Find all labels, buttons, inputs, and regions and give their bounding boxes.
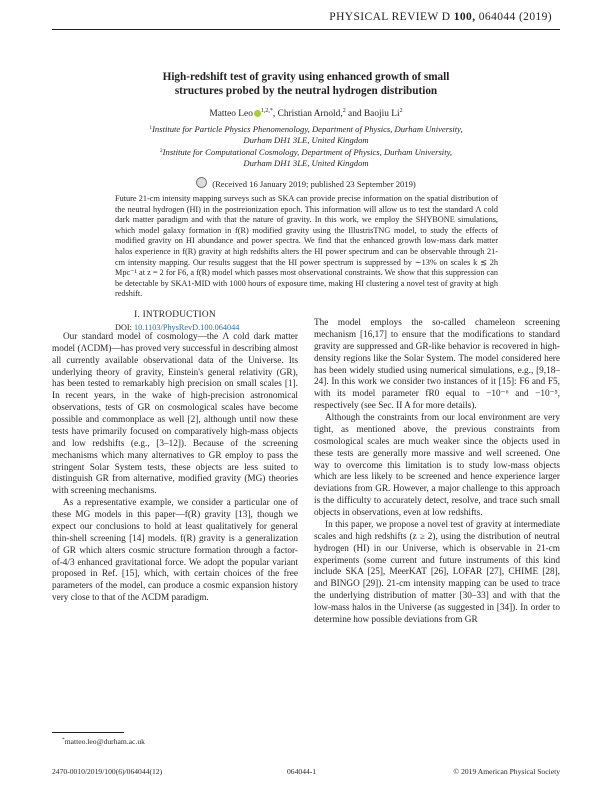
abstract: Future 21-cm intensity mapping surveys such as SKA can provide precise information on the spatial distribution of the neutral hydrogen (HI) in the postreionization epoch. This information will allow us to test the standard Λ cold dark matter paradigm and with that the nature of gravity. In this work, we employ the SHYBONE simulations, which model galaxy formation in f(R) modified gravity using the IllustrisTNG model, to study the effects of modified gravity on HI abundance and power spectra. We find that the enhanced growth low-mass dark matter halos experience in f(R) gravity at high redshifts alters the HI power spectrum and can be observable through 21-cm intensity mapping. Our results suggest that the HI power spectrum is suppressed by ∼13% on scales k ≲ 2h Mpc⁻¹ at z = 2 for F6, a f(R) model which passes most observational constraints. We show that this suppression can be detectable by SKA1-MID with 1000 hours of exposure time, making HI clustering a novel test of gravity at high redshift. xyxy=(115,194,498,299)
footer-issn: 2470-0010/2019/100(6)/064044(12) xyxy=(52,767,163,776)
author-list xyxy=(100,108,512,119)
right-column xyxy=(314,318,560,627)
affiliation-text: Institute for Computational Cosmology, Department of Physics, Durham University, xyxy=(162,147,453,158)
header-rule xyxy=(52,29,560,30)
footnote-mark: * xyxy=(62,737,65,743)
author-affil-mark: 2 xyxy=(342,108,346,114)
affiliations xyxy=(100,123,512,169)
received-dates: (Received 16 January 2019; published 23 September 2019) xyxy=(212,179,416,189)
doi-label: DOI: xyxy=(115,323,132,332)
doi-link[interactable]: 10.1103/PhysRevD.100.064044 xyxy=(134,323,240,332)
affiliation xyxy=(100,146,512,158)
affiliation xyxy=(100,123,512,135)
author-name[interactable]: Matteo Leo xyxy=(209,109,253,119)
copyright: © 2019 American Physical Society xyxy=(453,767,560,776)
affiliation-mark: 2 xyxy=(159,148,163,155)
paper-title xyxy=(100,70,512,98)
affiliation-line: Durham DH1 3LE, United Kingdom xyxy=(243,135,369,146)
body-paragraph: In this paper, we propose a novel test of gravity at intermediate scales and high redshifts (z ≥ 2), using the distribution of neutral hydrogen (HI) in our Universe, which is observable in 21-cm experiments (some current and future instruments of this kind include SKA [25], MeerKAT [26], LOFAR [27], CHIME [28], and BINGO [29]). 21-cm intensity mapping can be used to trace the underlying distribution of matter [30–33] and with that the low-mass halos in the Universe (as suggested in [34]). In order to determine how possible deviations from GR xyxy=(314,519,560,625)
footnote xyxy=(62,737,145,746)
section-heading: I. INTRODUCTION xyxy=(134,310,216,320)
affiliation-line: Durham DH1 3LE, United Kingdom xyxy=(243,158,369,169)
footnote-rule xyxy=(52,732,124,733)
body-paragraph: Although the constraints from our local environment are very tight, as mentioned above, the previous constraints from cosmological scales are much weaker since the objects used in these tests are generally more massive and well screened. One way to overcome this limitation is to study low-mass objects which are less likely to be screened and hence experience larger deviations from GR. However, a major challenge to this approach is the difficulty to accurately detect, resolve, and trace such small objects in observations, even at low redshifts. xyxy=(314,413,560,518)
title-line: structures probed by the neutral hydrogen distribution xyxy=(174,85,438,97)
journal-name: PHYSICAL REVIEW D xyxy=(329,11,451,23)
orcid-icon[interactable] xyxy=(254,110,261,117)
author-affil-mark: 2 xyxy=(399,108,403,114)
author-affil-mark: 1,2,* xyxy=(260,108,273,114)
corresponding-email[interactable]: matteo.leo@durham.ac.uk xyxy=(64,737,145,746)
author-name: , Christian Arnold, xyxy=(272,109,343,119)
running-header xyxy=(329,11,552,23)
check-for-updates-icon[interactable] xyxy=(196,177,207,188)
left-column xyxy=(52,310,298,605)
affiliation-mark: 1 xyxy=(149,125,153,131)
page-number: 064044-1 xyxy=(287,767,317,776)
title-line: High-redshift test of gravity using enhanced growth of small xyxy=(162,71,450,83)
article-number: 064044 (2019) xyxy=(478,11,552,23)
received-line xyxy=(100,177,512,189)
journal-volume: 100, xyxy=(453,11,476,23)
affiliation-text: Institute for Particle Physics Phenomenology, Department of Physics, Durham University, xyxy=(152,124,463,134)
body-paragraph: Our standard model of cosmology—the Λ cold dark matter model (ΛCDM)—has proved very successful in describing almost all currently available observational data of the Universe. Its underlying theory of gravity, Einstein's general relativity (GR), has been tested to remarkably high precision on small scales [1]. In recent years, in the wake of high-precision astronomical observations, tests of GR on cosmological scales have become possible and commonplace as well [2], although until now these tests have primarily focused on comparatively high-mass objects and low redshifts (e.g., [3–12]). Because of the screening mechanisms which many alternatives to GR employ to pass the stringent Solar System tests, these objects are less suited to distinguish GR from alternative, modified gravity (MG) theories with screening mechanisms. xyxy=(52,331,298,497)
body-paragraph: The model employs the so-called chameleon screening mechanism [16,17] to ensure that the modifications to standard gravity are suppressed and GR-like behavior is recovered in high-density regions like the Solar System. The model considered here has been widely studied using numerical simulations, e.g., [9,18–24]. In this work we consider two instances of it [15]: F6 and F5, with its model parameter fR0 equal to −10⁻⁶ and −10⁻⁵, respectively (see Sec. II A for more details). xyxy=(314,318,560,412)
body-paragraph: As a representative example, we consider a particular one of these MG models in this paper—f(R) gravity [13], though we expect our conclusions to hold at least qualitatively for general thin-shell screening [14] models. f(R) gravity is a generalization of GR which alters cosmic structure formation through a factor-of-4/3 enhanced gravitational force. We adopt the popular variant proposed in Ref. [15], which, with certain choices of the free parameters of the model, can produce a cosmic expansion history very close to that of the ΛCDM paradigm. xyxy=(52,498,298,604)
author-name: and Baojiu Li xyxy=(345,109,400,119)
